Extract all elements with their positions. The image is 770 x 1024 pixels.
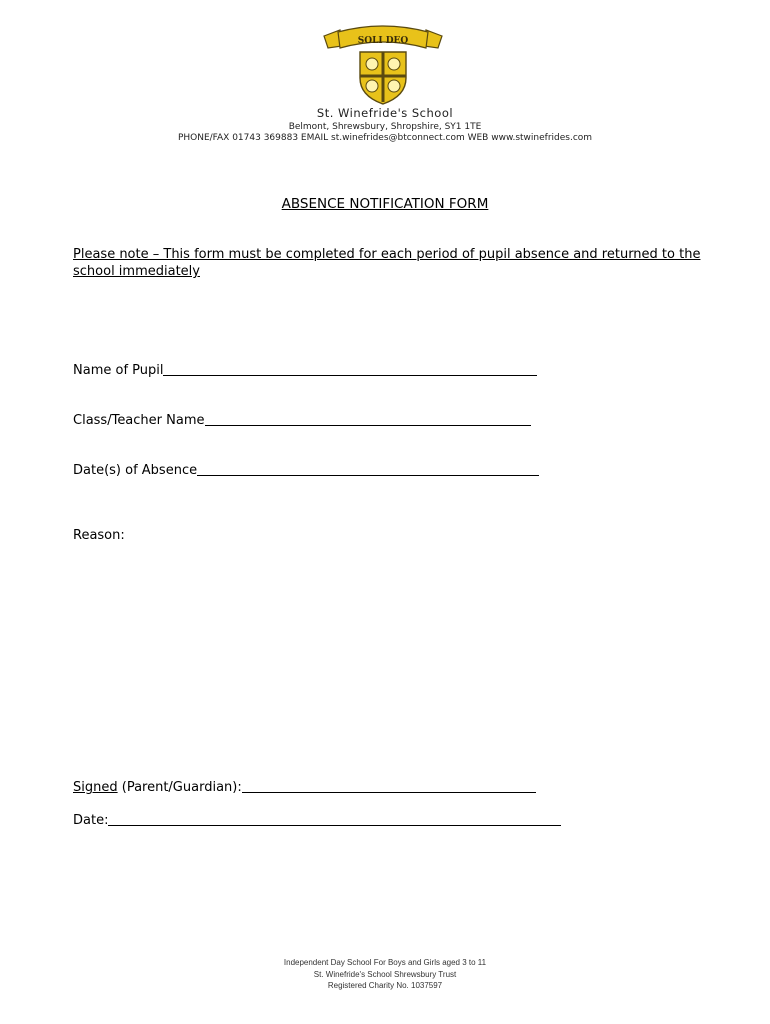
field-reason xyxy=(73,528,125,543)
signed-line[interactable] xyxy=(242,779,536,793)
dates-absence-line[interactable] xyxy=(197,462,539,476)
footer-line-1: Independent Day School For Boys and Girls aged 3 to 11 xyxy=(283,958,487,967)
school-name: St. Winefride's School xyxy=(316,106,454,120)
signed-suffix-label: (Parent/Guardian): xyxy=(117,780,242,795)
field-class-teacher xyxy=(73,412,531,428)
dates-absence-label: Date(s) of Absence xyxy=(73,463,198,478)
field-pupil-name xyxy=(73,362,537,378)
form-note: Please note – This form must be completed for each period of pupil absence and returned to the school immediately xyxy=(73,247,701,279)
form-title: ABSENCE NOTIFICATION FORM xyxy=(281,196,489,212)
class-teacher-label: Class/Teacher Name xyxy=(73,413,205,428)
field-date xyxy=(73,812,561,828)
class-teacher-line[interactable] xyxy=(205,412,531,426)
field-dates-absence xyxy=(73,462,539,478)
date-label: Date: xyxy=(73,813,109,828)
footer-line-3: Registered Charity No. 1037597 xyxy=(327,981,443,990)
date-line[interactable] xyxy=(108,812,561,826)
reason-label: Reason: xyxy=(73,528,125,543)
school-address: Belmont, Shrewsbury, Shropshire, SY1 1TE xyxy=(288,122,482,132)
footer-line-2: St. Winefride's School Shrewsbury Trust xyxy=(313,970,457,979)
pupil-name-line[interactable] xyxy=(163,362,537,376)
school-contact: PHONE/FAX 01743 369883 EMAIL st.winefrides@btconnect.com WEB www.stwinefrides.com xyxy=(177,133,593,143)
signed-label: Signed xyxy=(73,780,118,795)
pupil-name-label: Name of Pupil xyxy=(73,363,164,378)
school-crest-logo xyxy=(322,22,444,106)
field-signed xyxy=(73,779,536,795)
crest-motto: SOLI DEO xyxy=(357,36,409,46)
